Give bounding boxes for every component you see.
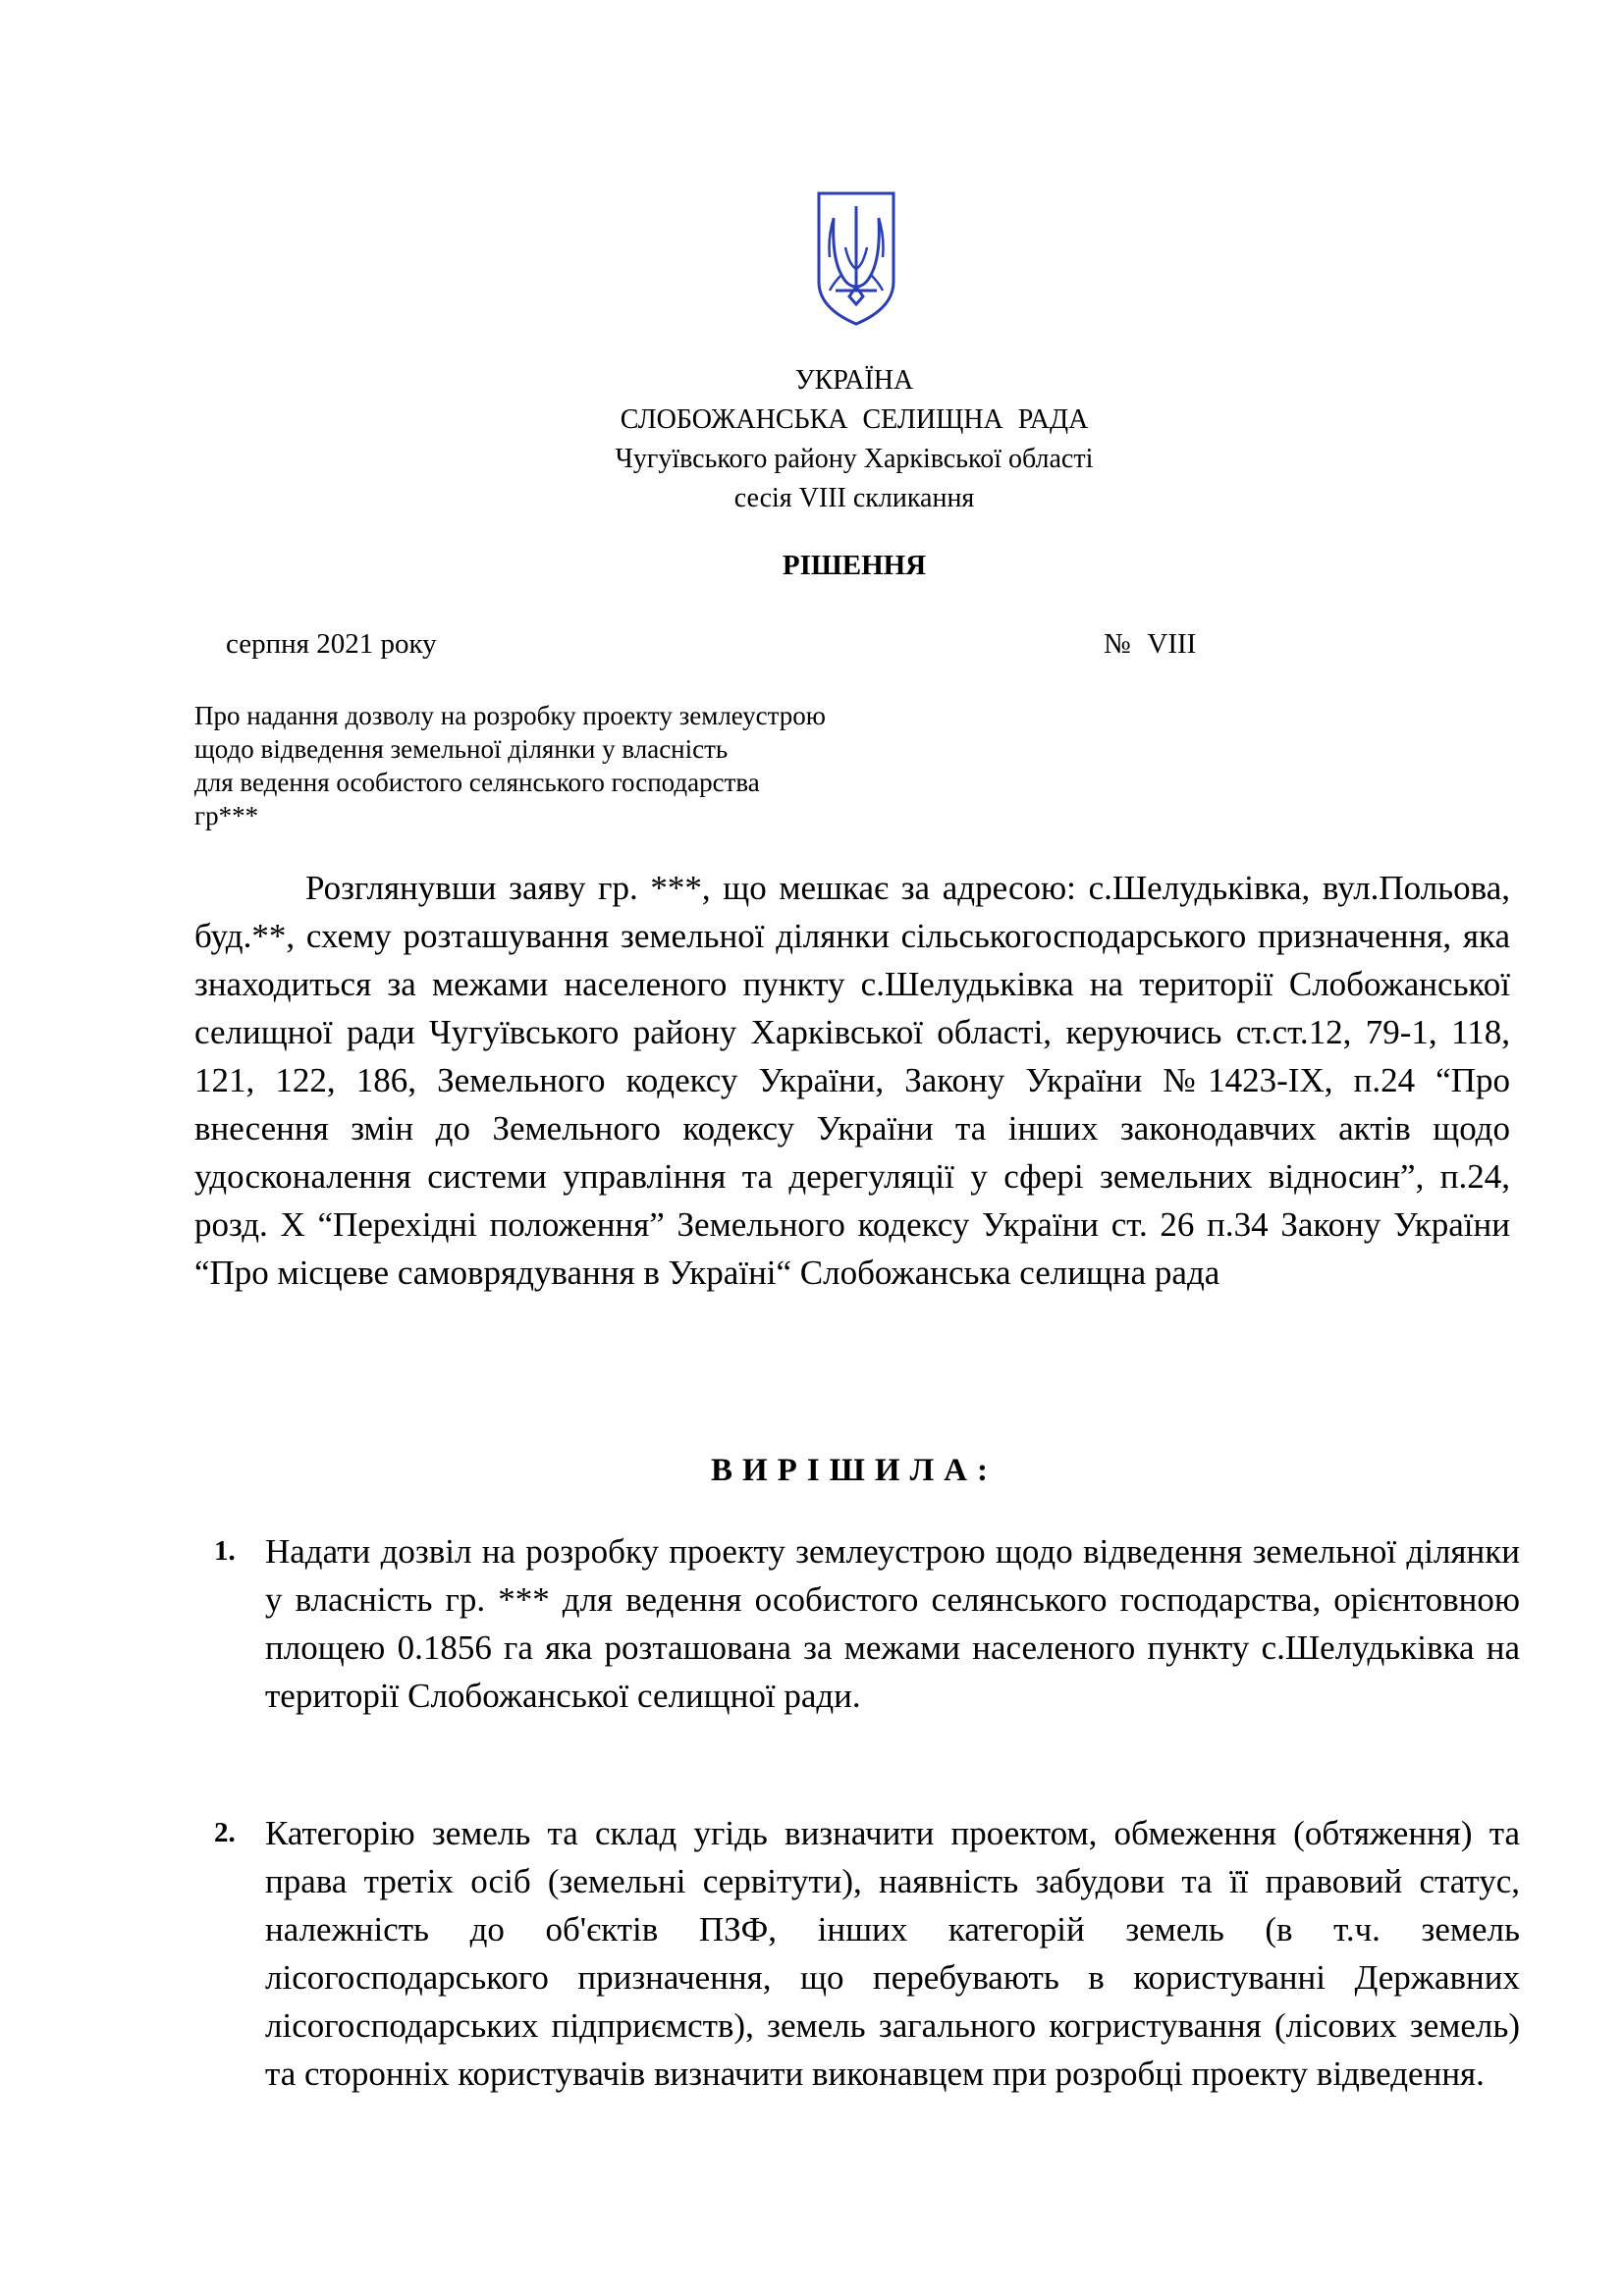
subject-line: для ведення особистого селянського господарства	[194, 768, 760, 797]
subject-line: Про надання дозволу на розробку проекту землеустрою	[194, 701, 826, 730]
item-text: Надати дозвіл на розробку проекту землеустрою щодо відведення земельної ділянки у власність гр. *** для ведення особистого селянського господарства, орієнтовною площею 0.1856 га яка розташована за межами населеного пункту с.Шелудьківка на території Слобожанської селищної ради.	[265, 1532, 1520, 1715]
preamble-paragraph: Розглянувши заяву гр. ***, що мешкає за адресою: с.Шелудьківка, вул.Польова, буд.**, схему розташування земельної ділянки сільськогосподарського призначення, яка знаходиться за межами населеного пункту с.Шелудьківка на території Слобожанської селищної ради Чугуївського району Харківської області, керуючись ст.ст.12, 79-1, 118, 121, 122, 186, Земельного кодексу України, Закону України №1423-IX, п.24 “Про внесення змін до Земельного кодексу України та інших законодавчих актів щодо удосконалення системи управління та дерегуляції у сфері земельних відносин”, п.24, розд. X “Перехідні положення” Земельного кодексу України ст. 26 п.34 Закону України “Про місцеве самоврядування в Україні“ Слобожанська селищна рада	[194, 869, 1510, 1292]
decision-number: № VIII	[1104, 628, 1197, 660]
session-info: сесія VIII скликання	[733, 483, 975, 513]
country-name: УКРАЇНА	[794, 365, 914, 396]
decision-date: серпня 2021 року	[226, 628, 437, 660]
decided-heading: ВИРІШИЛА:	[711, 1453, 998, 1488]
item-text: Категорію земель та склад угідь визначити проектом, обмеження (обтяження) та права третіх осіб (земельні сервітути), наявність забудови та її правовий статус, належність до об'єктів ПЗФ, інших категорій земель (в т.ч. земель лісогосподарського призначення, що перебувають в користуванні Державних лісогосподарських підприємств), земель загального когристування (лісових земель) та сторонніх користувачів визначити виконавцем при розробці проекту відведення.	[265, 1814, 1520, 2093]
decision-item	[214, 1527, 1520, 1720]
decision-subject	[194, 699, 980, 832]
subject-line: щодо відведення земельної ділянки у власність	[194, 734, 729, 764]
item-number: 1.	[214, 1535, 236, 1567]
coat-of-arms-icon	[814, 188, 898, 328]
council-name: СЛОБОЖАНСЬКА СЕЛИЩНА РАДА	[620, 404, 1089, 435]
district-name: Чугуївського району Харківської області	[615, 444, 1094, 474]
decision-item	[214, 1809, 1520, 2098]
subject-line: гр***	[194, 801, 259, 830]
document-title: РІШЕННЯ	[782, 550, 927, 581]
document-header	[0, 361, 1624, 518]
item-number: 2.	[214, 1817, 236, 1848]
